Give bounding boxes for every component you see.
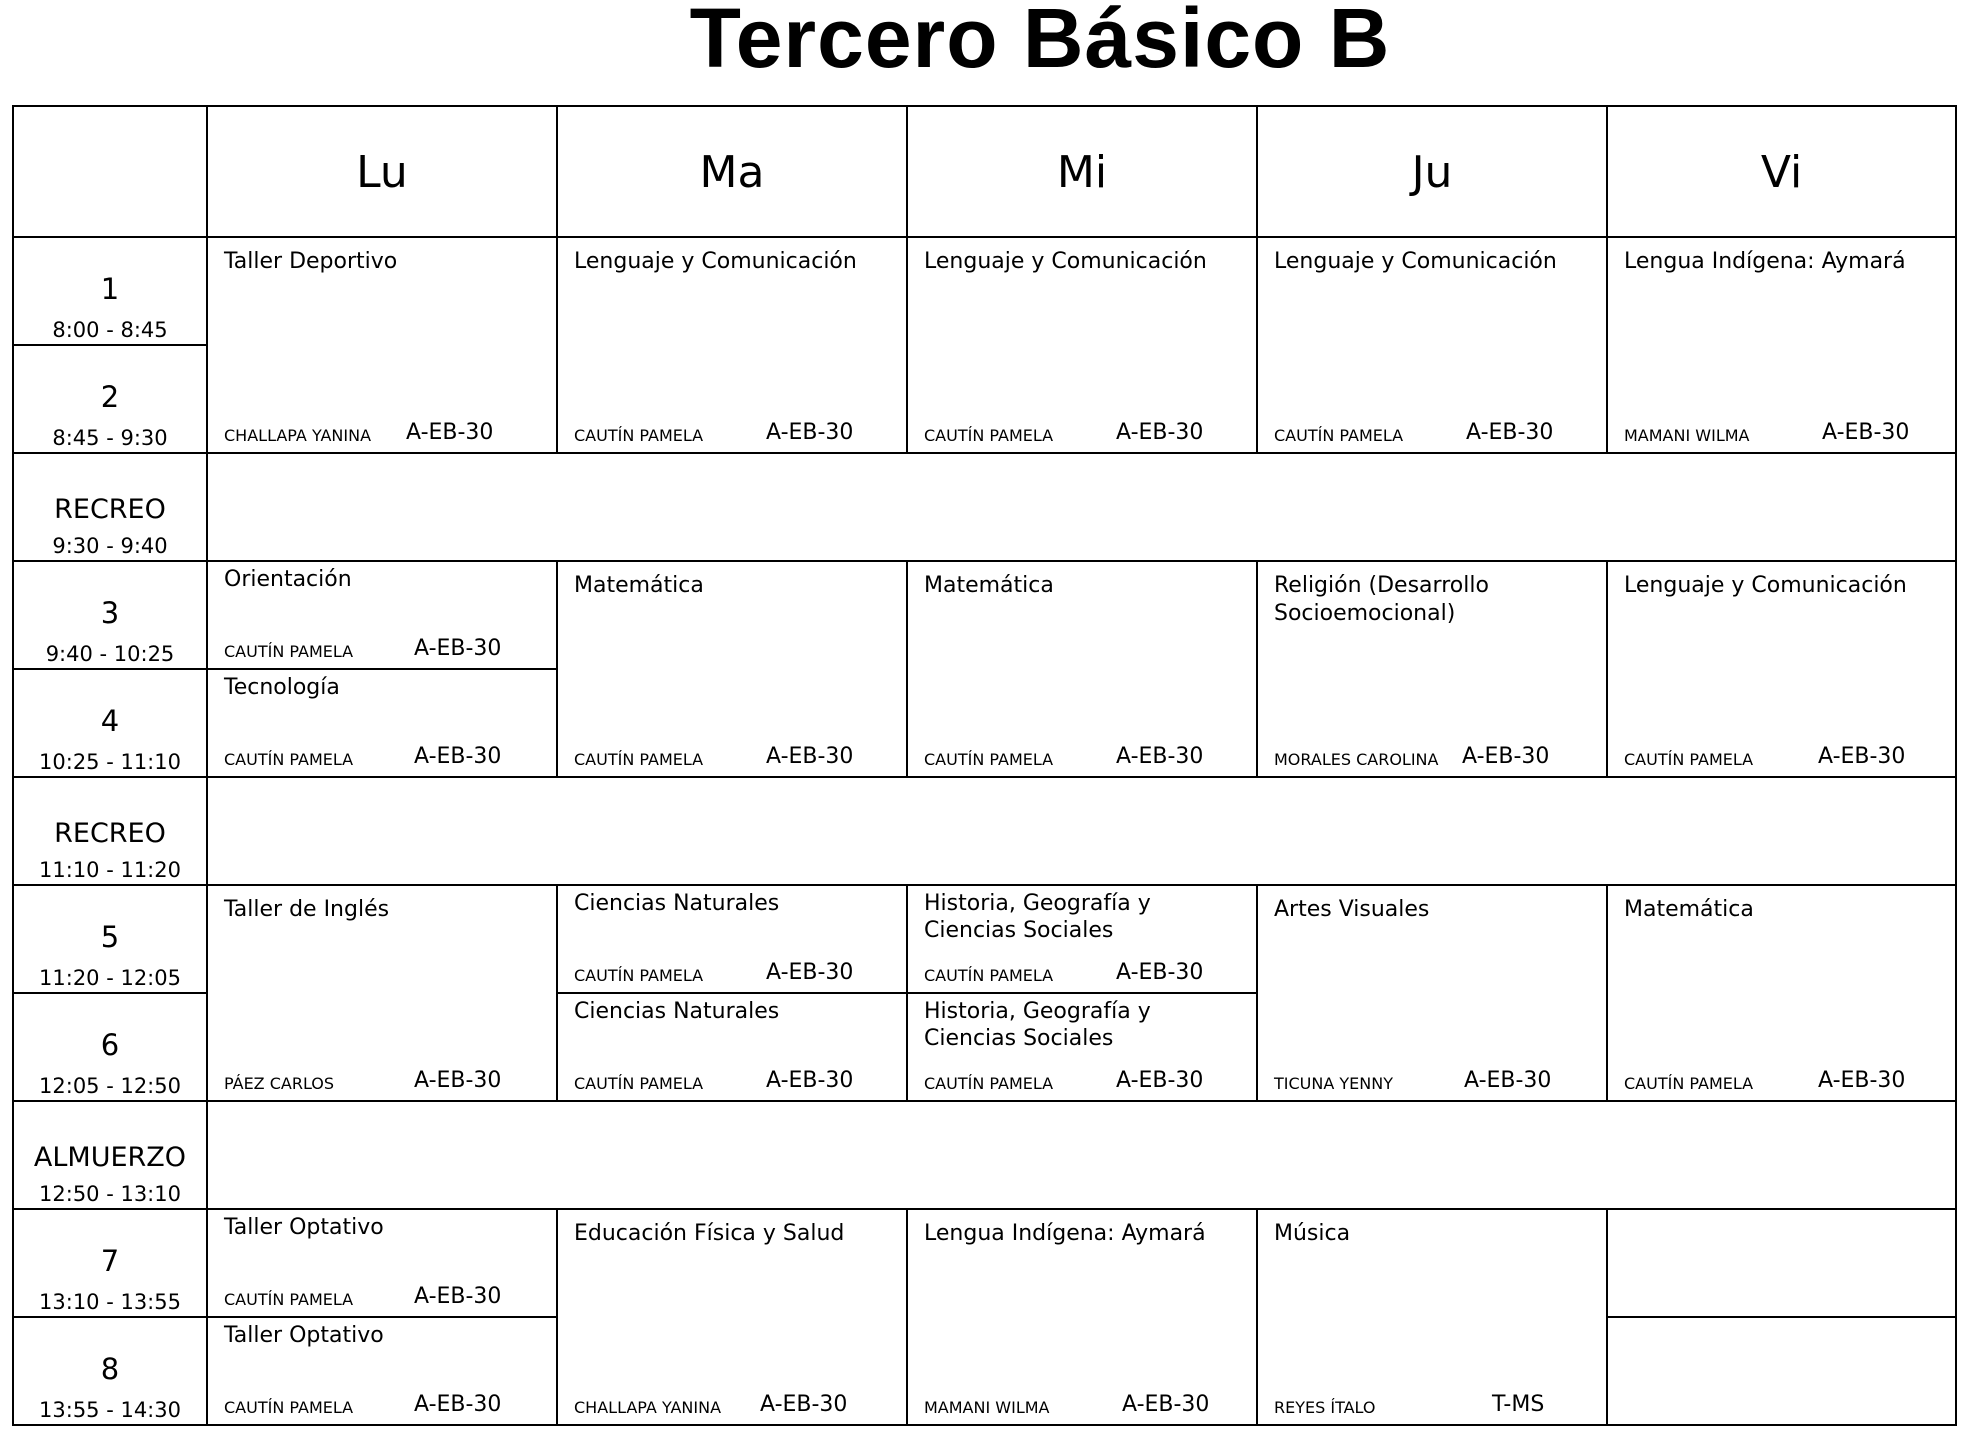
class-mi-6 <box>906 992 1258 1102</box>
subject: Matemática <box>574 573 704 598</box>
subject: Taller Optativo <box>224 1323 384 1348</box>
teacher: CAUTÍN PAMELA <box>924 750 1054 769</box>
room: A-EB-30 <box>1464 1068 1552 1093</box>
class-ju-7 <box>1256 1208 1608 1426</box>
teacher: CAUTÍN PAMELA <box>574 426 704 445</box>
period-number: 8 <box>100 1352 120 1386</box>
teacher: CAUTÍN PAMELA <box>1274 426 1404 445</box>
room: A-EB-30 <box>766 744 854 769</box>
teacher: CAUTÍN PAMELA <box>224 750 354 769</box>
class-lu-3 <box>206 560 558 670</box>
period-time: 11:20 - 12:05 <box>39 966 181 990</box>
room: A-EB-30 <box>1116 744 1204 769</box>
subject: Historia, Geografía y Ciencias Sociales <box>924 999 1151 1051</box>
subject: Ciencias Naturales <box>574 891 780 916</box>
class-mi-5 <box>906 884 1258 994</box>
room: A-EB-30 <box>414 636 502 661</box>
teacher: CAUTÍN PAMELA <box>924 1074 1054 1093</box>
teacher: CAUTÍN PAMELA <box>574 750 704 769</box>
class-ma-6 <box>556 992 908 1102</box>
break-recreo-1 <box>12 452 208 562</box>
room: A-EB-30 <box>1116 1068 1204 1093</box>
room: A-EB-30 <box>414 1284 502 1309</box>
break-row-recreo-1 <box>206 452 1957 562</box>
subject: Lenguaje y Comunicación <box>1274 249 1557 274</box>
room: A-EB-30 <box>766 960 854 985</box>
class-lu-4 <box>206 668 558 778</box>
room: A-EB-30 <box>1818 744 1906 769</box>
class-vi-1 <box>1606 236 1957 454</box>
class-lu-8 <box>206 1316 558 1426</box>
teacher: PÁEZ CARLOS <box>224 1074 335 1093</box>
period-6 <box>12 992 208 1102</box>
break-almuerzo <box>12 1100 208 1210</box>
room: A-EB-30 <box>1122 1392 1210 1417</box>
page-title: Tercero Básico B <box>689 0 1391 85</box>
day-header-mi: Mi <box>906 105 1258 238</box>
room: A-EB-30 <box>414 1068 502 1093</box>
day-header-lu: Lu <box>206 105 558 238</box>
period-number: 1 <box>100 272 120 306</box>
subject: Lengua Indígena: Aymará <box>924 1221 1206 1246</box>
period-time: 13:55 - 14:30 <box>39 1398 181 1422</box>
subject: Matemática <box>1624 897 1754 922</box>
subject: Artes Visuales <box>1274 897 1430 922</box>
room: A-EB-30 <box>760 1392 848 1417</box>
break-recreo-2 <box>12 776 208 886</box>
teacher: CAUTÍN PAMELA <box>574 966 704 985</box>
class-lu-7 <box>206 1208 558 1318</box>
period-number: 7 <box>100 1244 120 1278</box>
period-1 <box>12 236 208 346</box>
class-ma-5 <box>556 884 908 994</box>
class-ma-7 <box>556 1208 908 1426</box>
period-time: 9:40 - 10:25 <box>45 642 175 666</box>
teacher: CAUTÍN PAMELA <box>224 1398 354 1417</box>
break-row-almuerzo <box>206 1100 1957 1210</box>
period-number: 3 <box>100 596 120 630</box>
teacher: REYES ÍTALO <box>1274 1398 1376 1417</box>
subject: Lenguaje y Comunicación <box>1624 573 1907 598</box>
period-2 <box>12 344 208 454</box>
room: A-EB-30 <box>766 1068 854 1093</box>
break-label: ALMUERZO <box>33 1142 187 1173</box>
room: A-EB-30 <box>414 744 502 769</box>
break-label: RECREO <box>54 818 166 849</box>
break-label: RECREO <box>54 494 166 525</box>
period-time: 12:50 - 13:10 <box>39 1182 181 1206</box>
class-mi-1 <box>906 236 1258 454</box>
subject: Taller de Inglés <box>224 897 390 922</box>
teacher: CAUTÍN PAMELA <box>1624 750 1754 769</box>
day-header-ju: Ju <box>1256 105 1608 238</box>
room: A-EB-30 <box>1822 420 1910 445</box>
class-ju-1 <box>1256 236 1608 454</box>
teacher: MAMANI WILMA <box>924 1398 1050 1417</box>
period-number: 4 <box>100 704 120 738</box>
teacher: CAUTÍN PAMELA <box>224 1290 354 1309</box>
class-vi-5 <box>1606 884 1957 1102</box>
period-time: 12:05 - 12:50 <box>39 1074 181 1098</box>
teacher: CAUTÍN PAMELA <box>924 966 1054 985</box>
room: A-EB-30 <box>1116 420 1204 445</box>
period-number: 2 <box>100 380 120 414</box>
subject: Lenguaje y Comunicación <box>924 249 1207 274</box>
teacher: MORALES CAROLINA <box>1274 750 1439 769</box>
subject: Tecnología <box>224 675 340 700</box>
room: A-EB-30 <box>1462 744 1550 769</box>
subject: Taller Optativo <box>224 1215 384 1240</box>
class-vi-8-empty <box>1606 1316 1957 1426</box>
teacher: CHALLAPA YANINA <box>224 426 372 445</box>
room: A-EB-30 <box>766 420 854 445</box>
subject: Ciencias Naturales <box>574 999 780 1024</box>
subject: Taller Deportivo <box>224 249 398 274</box>
teacher: CAUTÍN PAMELA <box>574 1074 704 1093</box>
class-vi-7-empty <box>1606 1208 1957 1318</box>
class-lu-1 <box>206 236 558 454</box>
room: A-EB-30 <box>1466 420 1554 445</box>
class-ju-5 <box>1256 884 1608 1102</box>
day-header-vi: Vi <box>1606 105 1957 238</box>
class-ma-1 <box>556 236 908 454</box>
teacher: CAUTÍN PAMELA <box>1624 1074 1754 1093</box>
subject: Educación Física y Salud <box>574 1221 845 1246</box>
room: A-EB-30 <box>1116 960 1204 985</box>
room: A-EB-30 <box>414 1392 502 1417</box>
period-time: 11:10 - 11:20 <box>39 858 181 882</box>
day-header-ma: Ma <box>556 105 908 238</box>
period-7 <box>12 1208 208 1318</box>
teacher: TICUNA YENNY <box>1274 1074 1393 1093</box>
period-number: 6 <box>100 1028 120 1062</box>
subject: Matemática <box>924 573 1054 598</box>
room: A-EB-30 <box>1818 1068 1906 1093</box>
class-vi-3 <box>1606 560 1957 778</box>
period-time: 8:00 - 8:45 <box>52 318 168 342</box>
period-8 <box>12 1316 208 1426</box>
break-row-recreo-2 <box>206 776 1957 886</box>
subject: Orientación <box>224 567 352 592</box>
subject: Historia, Geografía y Ciencias Sociales <box>924 891 1151 943</box>
period-time: 10:25 - 11:10 <box>39 750 181 774</box>
subject: Lengua Indígena: Aymará <box>1624 249 1906 274</box>
period-5 <box>12 884 208 994</box>
class-ju-3 <box>1256 560 1608 778</box>
period-number: 5 <box>100 920 120 954</box>
room: A-EB-30 <box>406 420 494 445</box>
teacher: CAUTÍN PAMELA <box>924 426 1054 445</box>
period-time: 8:45 - 9:30 <box>52 426 168 450</box>
room: T-MS <box>1492 1392 1545 1417</box>
period-3 <box>12 560 208 670</box>
class-ma-3 <box>556 560 908 778</box>
period-time: 13:10 - 13:55 <box>39 1290 181 1314</box>
period-4 <box>12 668 208 778</box>
teacher: CHALLAPA YANINA <box>574 1398 722 1417</box>
subject: Religión (Desarrollo Socioemocional) <box>1274 573 1489 626</box>
class-lu-5 <box>206 884 558 1102</box>
subject: Lenguaje y Comunicación <box>574 249 857 274</box>
corner-cell <box>12 105 208 238</box>
class-mi-7 <box>906 1208 1258 1426</box>
class-mi-3 <box>906 560 1258 778</box>
subject: Música <box>1274 1221 1351 1246</box>
period-time: 9:30 - 9:40 <box>52 534 168 558</box>
teacher: MAMANI WILMA <box>1624 426 1750 445</box>
teacher: CAUTÍN PAMELA <box>224 642 354 661</box>
